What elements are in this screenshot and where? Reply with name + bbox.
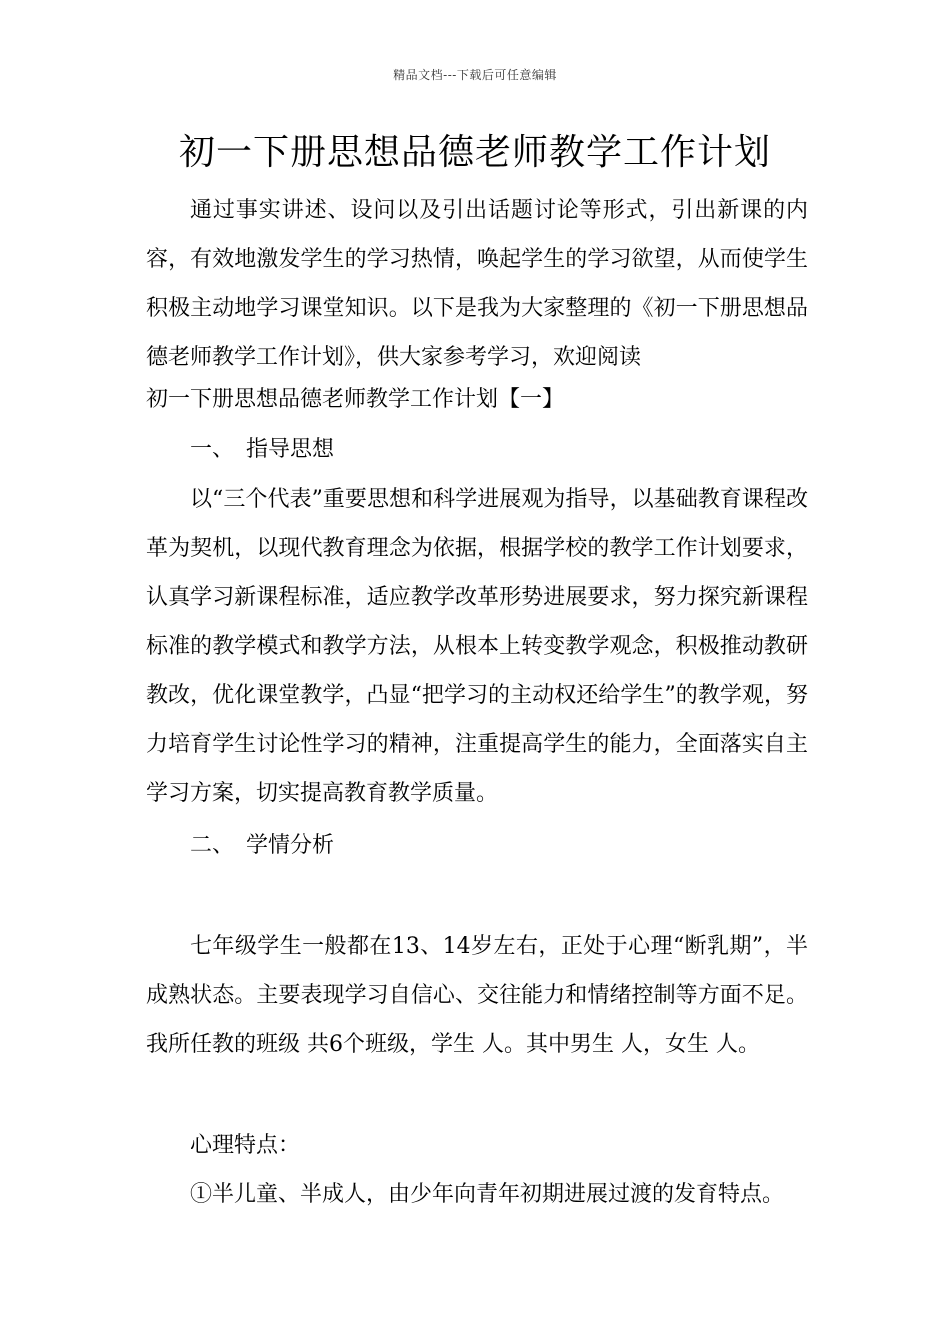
guiding-thought-paragraph: 以“三个代表”重要思想和科学进展观为指导，以基础教育课程改革为契机，以现代教育理念为依据，根据学校的教学工作计划要求，认真学习新课程标准，适应教学改革形势进展要求，努力探究新课程标准的教学模式和教学方法，从根本上转变教学观念，积极推动教研教改，优化课堂教学，凸显“把学习的主动权还给学生”的教学观，努力培育学生讨论性学习的精神，注重提高学生的能力，全面落实自主学习方案，切实提高教育教学质量。 [146, 487, 808, 806]
heading-student-analysis [146, 821, 808, 870]
paragraph-1-block [146, 475, 808, 818]
heading-number: 二、 [190, 833, 235, 858]
paragraph-4-block [146, 1170, 808, 1219]
paragraph-3-block [146, 1121, 808, 1170]
heading-guiding-thought [146, 425, 808, 474]
psychology-point-1: ①半儿童、半成人，由少年向青年初期进展过渡的发育特点。 [190, 1182, 785, 1207]
heading-text: 指导思想 [246, 437, 335, 462]
heading-text: 学情分析 [246, 833, 335, 858]
header-note: 精品文档---下载后可任意编辑 [393, 68, 557, 82]
student-analysis-paragraph: 七年级学生一般都在13、14岁左右，正处于心理“断乳期”，半成熟状态。主要表现学习自信心、交往能力和情绪控制等方面不足。我所任教的班级 共6个班级，学生 人。其中男生 人，女生 人。 [146, 934, 808, 1057]
section-title: 初一下册思想品德老师教学工作计划【一】 [146, 387, 565, 412]
intro-paragraph: 通过事实讲述、设问以及引出话题讨论等形式，引出新课的内容，有效地激发学生的学习热情，唤起学生的学习欲望，从而使学生积极主动地学习课堂知识。以下是我为大家整理的《初一下册思想品德老师教学工作计划》，供大家参考学习，欢迎阅读 [146, 198, 808, 370]
document-title: 初一下册思想品德老师教学工作计划 [178, 132, 771, 173]
heading-2-block [146, 821, 808, 870]
section-block [146, 375, 808, 424]
heading-1-block [146, 425, 808, 474]
psychology-label: 心理特点： [190, 1133, 301, 1158]
intro-block [146, 186, 808, 382]
paragraph-2-block [146, 922, 808, 1069]
heading-number: 一、 [190, 437, 235, 462]
